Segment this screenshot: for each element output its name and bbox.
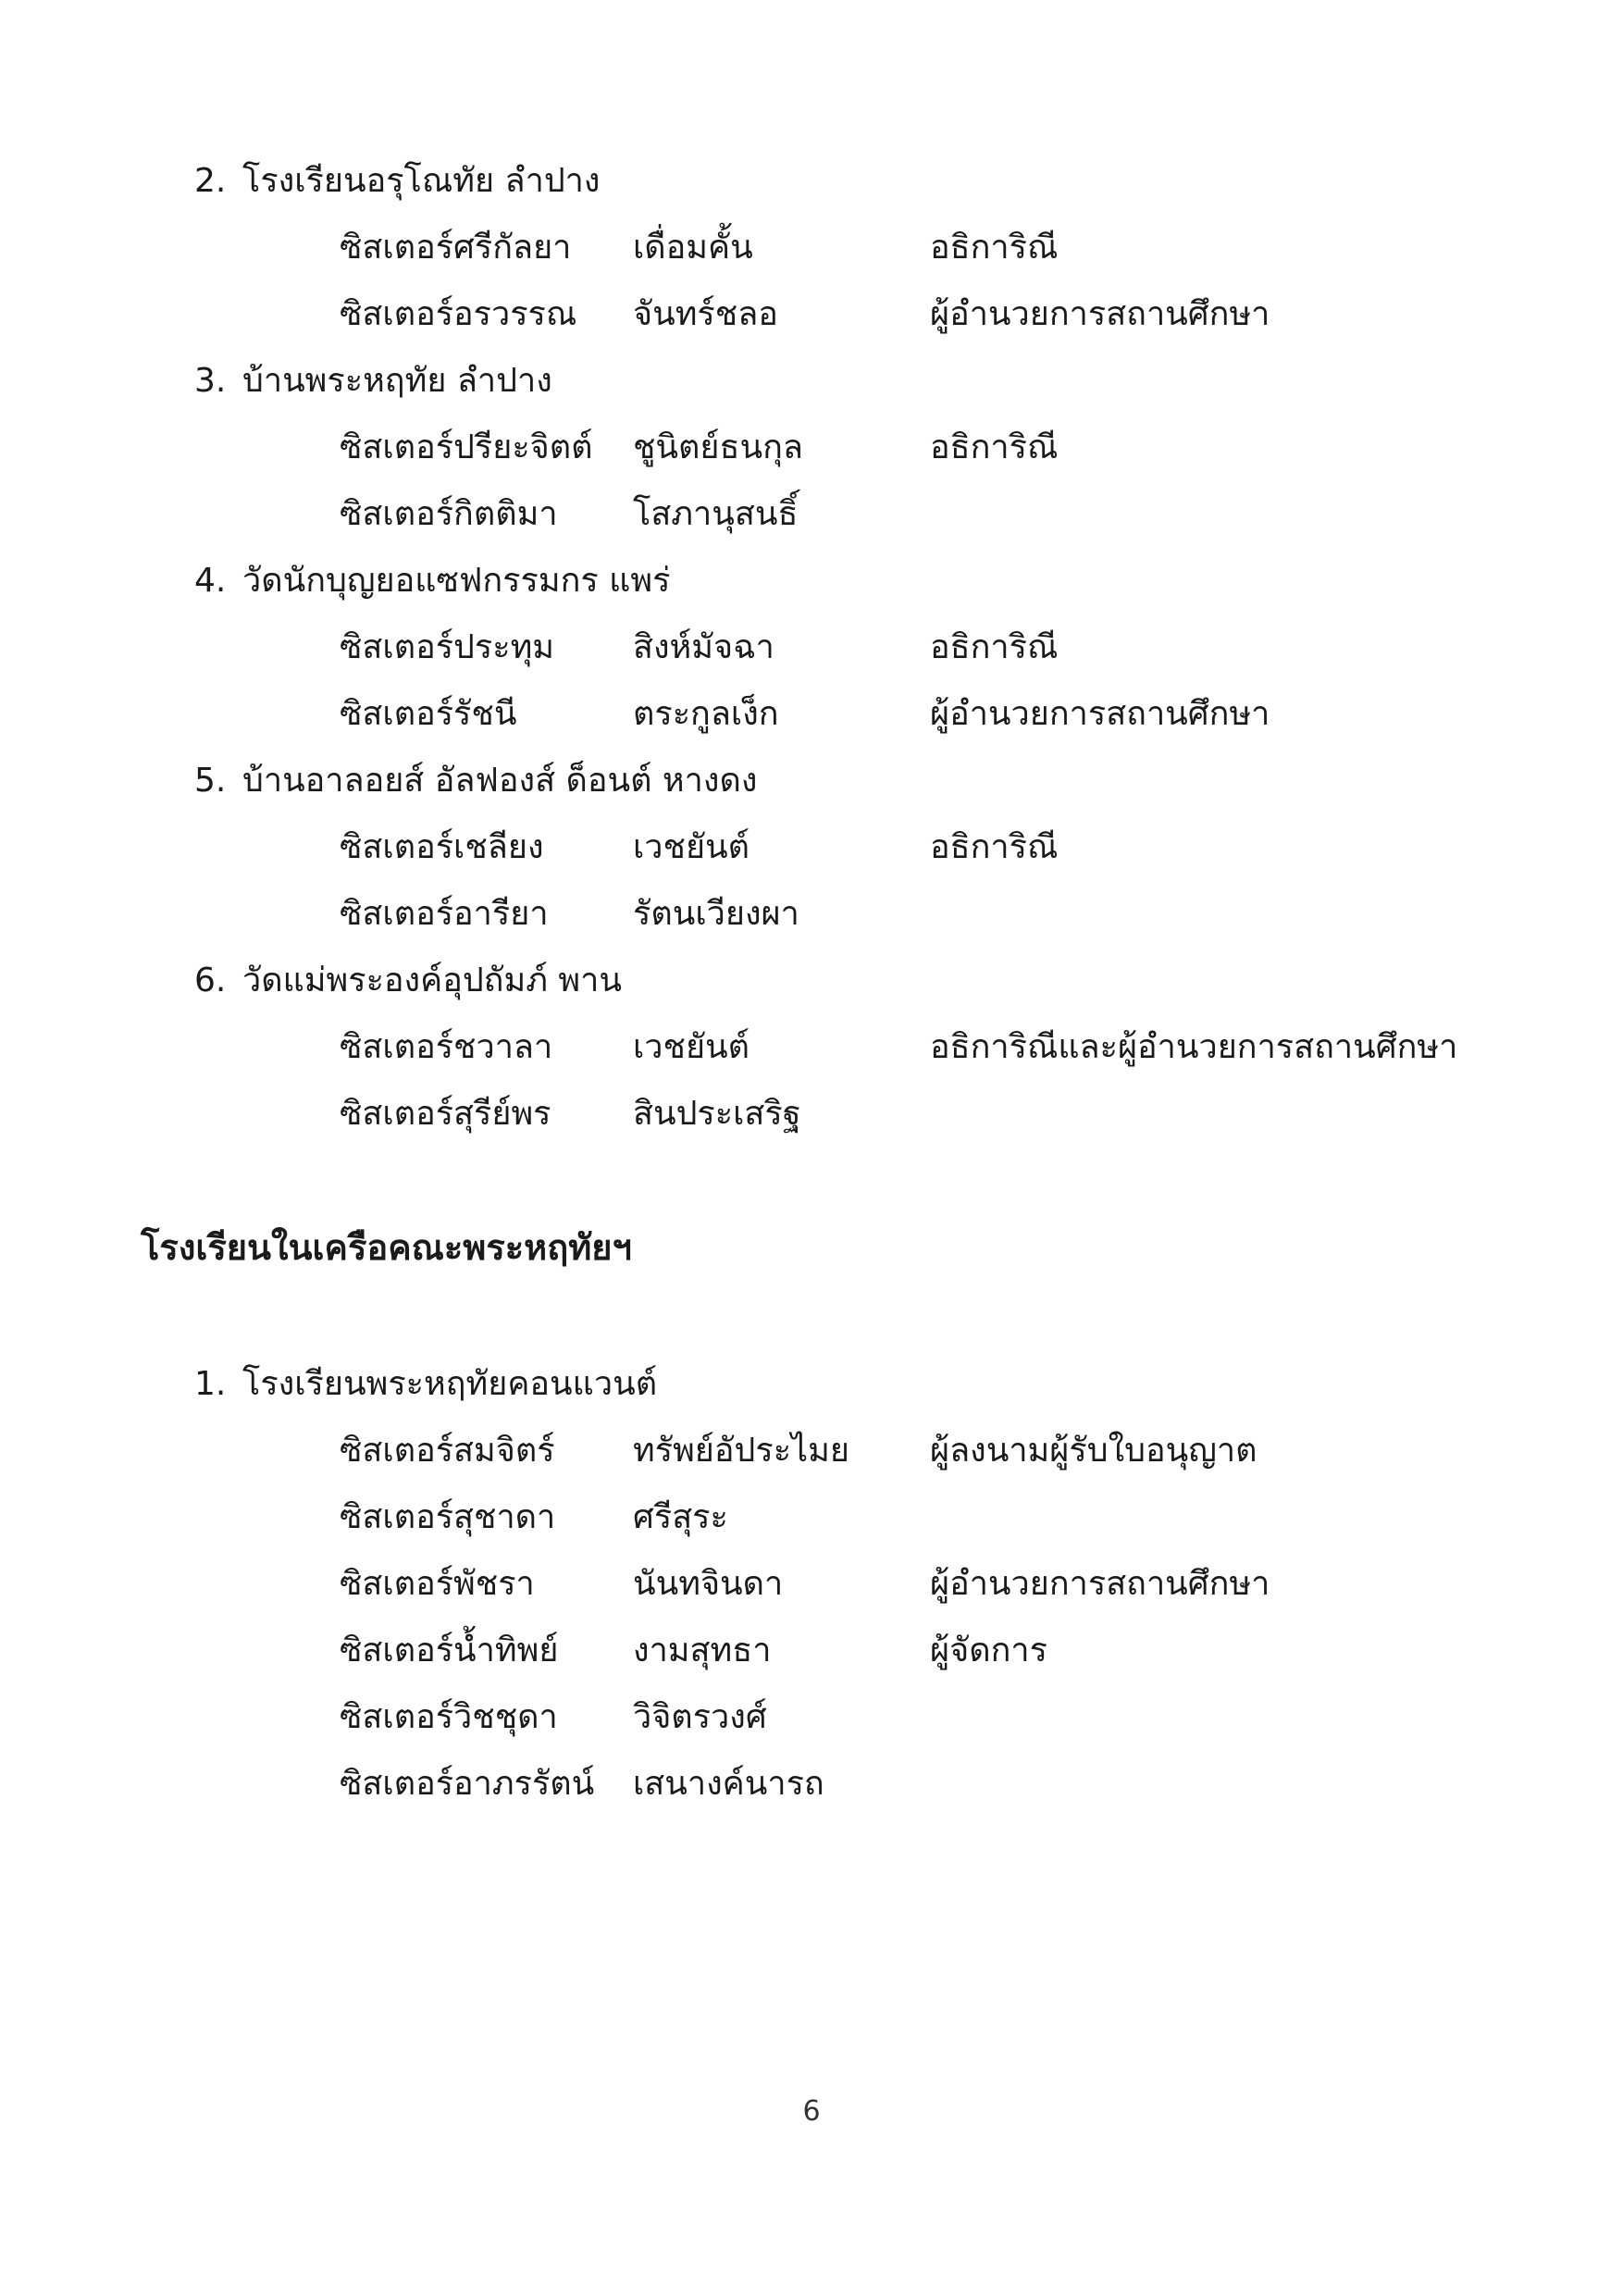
member-row — [0, 415, 1623, 481]
member-row — [0, 481, 1623, 548]
section-number: 6. — [194, 962, 227, 999]
member-name: ซิสเตอร์พัชรา — [340, 1565, 535, 1603]
member-row — [0, 1418, 1623, 1484]
community-section — [0, 948, 1623, 1148]
member-surname: จันทร์ชลอ — [633, 295, 778, 333]
community-section — [0, 548, 1623, 748]
section-title — [0, 948, 1623, 1014]
community-list-top — [0, 148, 1623, 1148]
member-name: ซิสเตอร์น้ำทิพย์ — [340, 1632, 559, 1669]
member-surname: ตระกูลเง็ก — [633, 695, 779, 733]
member-name: ซิสเตอร์ประทุม — [340, 628, 555, 666]
member-row — [0, 1551, 1623, 1618]
member-surname: เวชยันต์ — [633, 1028, 750, 1066]
member-surname: รัตนเวียงผา — [633, 895, 799, 933]
member-surname: ทรัพย์อัประไมย — [633, 1432, 849, 1470]
section-number: 4. — [194, 562, 227, 600]
member-row — [0, 1484, 1623, 1551]
member-row — [0, 1014, 1623, 1081]
member-role: อธิการิณีและผู้อำนวยการสถานศึกษา — [930, 1028, 1458, 1066]
member-name: ซิสเตอร์สุชาดา — [340, 1498, 556, 1536]
member-name: ซิสเตอร์ปรียะจิตต์ — [340, 428, 593, 466]
member-row — [0, 881, 1623, 948]
section-number: 5. — [194, 762, 227, 800]
member-row — [0, 1081, 1623, 1148]
member-row — [0, 681, 1623, 748]
member-row — [0, 614, 1623, 681]
section-title — [0, 1351, 1623, 1418]
member-name: ซิสเตอร์วิชชุดา — [340, 1698, 558, 1736]
member-row — [0, 281, 1623, 348]
section-number: 1. — [194, 1365, 227, 1403]
member-name: ซิสเตอร์อารียา — [340, 895, 549, 933]
member-role: อธิการิณี — [930, 428, 1059, 466]
member-surname: วิจิตรวงศ์ — [633, 1698, 767, 1736]
member-role: ผู้อำนวยการสถานศึกษา — [930, 695, 1270, 733]
page-number: 6 — [802, 2095, 821, 2128]
member-role: ผู้อำนวยการสถานศึกษา — [930, 295, 1270, 333]
member-role: อธิการิณี — [930, 828, 1059, 866]
section-name: วัดแม่พระองค์อุปถัมภ์ พาน — [242, 962, 622, 999]
section-name: โรงเรียนอรุโณทัย ลำปาง — [242, 162, 601, 200]
member-name: ซิสเตอร์เชลียง — [340, 828, 544, 866]
member-surname: เวชยันต์ — [633, 828, 750, 866]
section-name: บ้านอาลอยส์ อัลฟองส์ ด็อนต์ หางดง — [242, 762, 758, 800]
member-surname: เสนางค์นารถ — [633, 1765, 824, 1803]
member-surname: เดื่อมคั้น — [633, 229, 753, 267]
member-surname: ชูนิตย์ธนกุล — [633, 428, 803, 466]
section-title — [0, 548, 1623, 614]
member-surname: ศรีสุระ — [633, 1498, 728, 1536]
member-name: ซิสเตอร์ศรีกัลยา — [340, 229, 572, 267]
community-section — [0, 1351, 1623, 1818]
member-row — [0, 1618, 1623, 1684]
section-title — [0, 348, 1623, 415]
section-name: บ้านพระหฤทัย ลำปาง — [242, 362, 552, 400]
member-name: ซิสเตอร์อรวรรณ — [340, 295, 577, 333]
section-title — [0, 148, 1623, 215]
member-row — [0, 814, 1623, 881]
community-section — [0, 348, 1623, 548]
section-number: 2. — [194, 162, 227, 200]
member-row — [0, 215, 1623, 281]
member-surname: สินประเสริฐ — [633, 1095, 801, 1133]
section-name: วัดนักบุญยอแซฟกรรมกร แพร่ — [242, 562, 671, 600]
member-name: ซิสเตอร์กิตติมา — [340, 495, 558, 533]
community-section — [0, 148, 1623, 348]
member-name: ซิสเตอร์รัชนี — [340, 695, 517, 733]
member-surname: โสภานุสนธิ์ — [633, 495, 799, 533]
member-role: ผู้อำนวยการสถานศึกษา — [930, 1565, 1270, 1603]
member-surname: งามสุทธา — [633, 1632, 772, 1669]
member-role: ผู้จัดการ — [930, 1632, 1047, 1669]
member-name: ซิสเตอร์สมจิตร์ — [340, 1432, 555, 1470]
member-name: ซิสเตอร์สุรีย์พร — [340, 1095, 551, 1133]
member-row — [0, 1684, 1623, 1751]
section-name: โรงเรียนพระหฤทัยคอนแวนต์ — [242, 1365, 658, 1403]
member-surname: นันทจินดา — [633, 1565, 784, 1603]
member-role: อธิการิณี — [930, 628, 1059, 666]
member-row — [0, 1751, 1623, 1818]
section-heading: โรงเรียนในเครือคณะพระหฤทัยฯ — [141, 1227, 632, 1268]
section-number: 3. — [194, 362, 227, 400]
member-name: ซิสเตอร์ชวาลา — [340, 1028, 553, 1066]
member-surname: สิงห์มัจฉา — [633, 628, 774, 666]
member-role: อธิการิณี — [930, 229, 1059, 267]
member-role: ผู้ลงนามผู้รับใบอนุญาต — [930, 1432, 1258, 1470]
community-list-schools — [0, 1351, 1623, 1818]
section-title — [0, 748, 1623, 814]
community-section — [0, 748, 1623, 948]
member-name: ซิสเตอร์อาภรรัตน์ — [340, 1765, 595, 1803]
